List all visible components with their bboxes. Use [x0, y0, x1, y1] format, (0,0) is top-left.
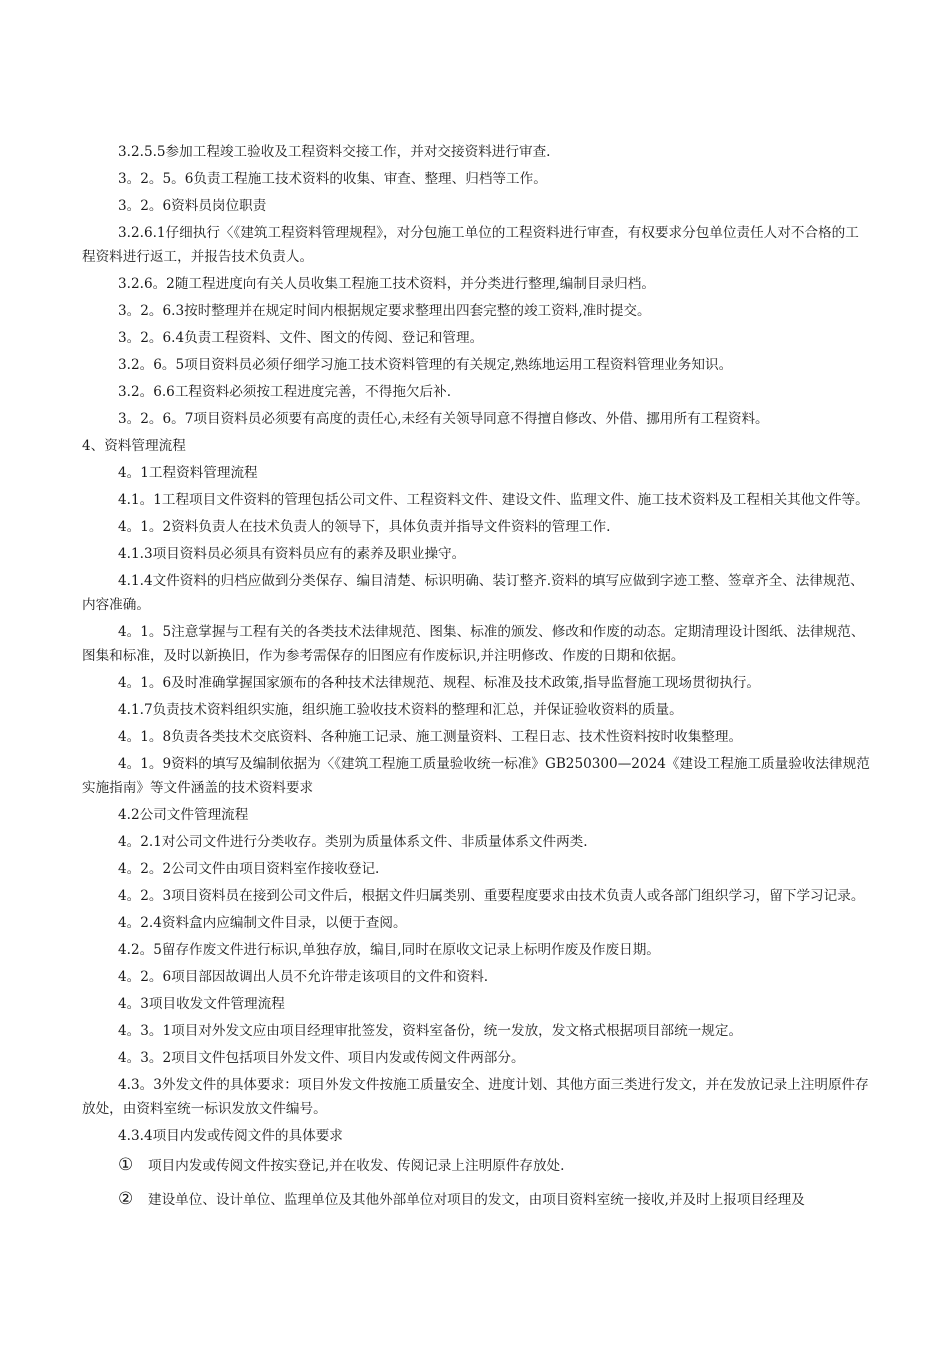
paragraph-4-1-3: 4.1.3项目资料员必须具有资料员应有的素养及职业操守。 — [118, 546, 466, 562]
paragraph-3-2-6-7: 3。2。6。7项目资料员必须要有高度的责任心,未经有关领导同意不得擅自修改、外借、挪用所有工程资料。 — [118, 411, 769, 427]
list-item-text: 建设单位、设计单位、监理单位及其他外部单位对项目的发文，由项目资料室统一接收,并及时上报项目经理及 — [148, 1192, 805, 1208]
paragraph-4-1-8: 4。1。8负责各类技术交底资料、各种施工记录、施工测量资料、工程日志、技术性资料按时收集整理。 — [118, 729, 743, 745]
paragraph-4-1-6: 4。1。6及时准确掌握国家颁布的各种技术法律规范、规程、标准及技术政策,指导监督施工现场贯彻执行。 — [118, 675, 760, 691]
document-body — [82, 140, 872, 1222]
paragraph-4-2-3: 4。2。3项目资料员在接到公司文件后，根据文件归属类别、重要程度要求由技术负责人或各部门组织学习，留下学习记录。 — [118, 888, 865, 904]
paragraph-4-3-4: 4.3.4项目内发或传阅文件的具体要求 — [118, 1128, 343, 1144]
paragraph-4-2-4: 4。2.4资料盒内应编制文件目录，以便于查阅。 — [118, 915, 407, 931]
paragraph-4-1-4: 4.1.4文件资料的归档应做到分类保存、编目清楚、标识明确、装订整齐.资料的填写应做到字迹工整、签章齐全、法律规范、内容准确。 — [82, 573, 864, 613]
list-item-text: 项目内发或传阅文件按实登记,并在收发、传阅记录上注明原件存放处. — [148, 1158, 565, 1174]
paragraph-4-1-2: 4。1。2资料负责人在技术负责人的领导下，具体负责并指导文件资料的管理工作. — [118, 519, 611, 535]
circled-number-2: ② — [118, 1189, 134, 1209]
paragraph-4-3-2: 4。3。2项目文件包括项目外发文件、项目内发或传阅文件两部分。 — [118, 1050, 525, 1066]
chapter-heading-4: 4、资料管理流程 — [82, 438, 186, 454]
paragraph-4-3-1: 4。3。1项目对外发文应由项目经理审批签发，资料室备份，统一发放，发文格式根据项目部统一规定。 — [118, 1023, 743, 1039]
circled-number-1: ① — [118, 1155, 134, 1175]
list-item-circled-2 — [82, 1188, 872, 1212]
paragraph-3-2-6-6: 3.2。6.6工程资料必须按工程进度完善，不得拖欠后补. — [118, 384, 452, 400]
paragraph-3-2-6-5: 3.2。6。5项目资料员必须仔细学习施工技术资料管理的有关规定,熟练地运用工程资料管理业务知识。 — [118, 357, 733, 373]
paragraph-4-1-5: 4。1。5注意掌握与工程有关的各类技术法律规范、图集、标准的颁发、修改和作废的动态。定期清理设计图纸、法律规范、图集和标准，及时以新换旧，作为参考需保存的旧图应有作废标识,并注明修改、作废的日期和依据。 — [82, 624, 865, 664]
paragraph-3-2-6-3: 3。2。6.3按时整理并在规定时间内根据规定要求整理出四套完整的竣工资料,准时提交。 — [118, 303, 651, 319]
paragraph-3-2-6-4: 3。2。6.4负责工程资料、文件、图文的传阅、登记和管理。 — [118, 330, 484, 346]
paragraph-4-1-7: 4.1.7负责技术资料组织实施，组织施工验收技术资料的整理和汇总，并保证验收资料的质量。 — [118, 702, 683, 718]
paragraph-3-2-6-1: 3.2.6.1仔细执行〈《建筑工程资料管理规程》，对分包施工单位的工程资料进行审查，有权要求分包单位责任人对不合格的工程资料进行返工，并报告技术负责人。 — [82, 225, 859, 265]
paragraph-3-2-6-2: 3.2.6。2随工程进度向有关人员收集工程施工技术资料，并分类进行整理,编制目录归档。 — [118, 276, 655, 292]
list-item-circled-1 — [82, 1154, 872, 1178]
paragraph-4-2-5: 4.2。5留存作废文件进行标识,单独存放，编目,同时在原收文记录上标明作废及作废日期。 — [118, 942, 660, 958]
section-heading-4-2: 4.2公司文件管理流程 — [118, 807, 249, 823]
paragraph-4-3-3: 4.3。3外发文件的具体要求：项目外发文件按施工质量安全、进度计划、其他方面三类进行发文，并在发放记录上注明原件存放处，由资料室统一标识发放文件编号。 — [82, 1077, 869, 1117]
section-heading-4-3: 4。3项目收发文件管理流程 — [118, 996, 285, 1012]
paragraph-4-2-2: 4。2。2公司文件由项目资料室作接收登记. — [118, 861, 380, 877]
section-heading-4-1: 4。1工程资料管理流程 — [118, 465, 258, 481]
paragraph-4-1-9: 4。1。9资料的填写及编制依据为〈《建筑工程施工质量验收统一标准》GB250300—2024《建设工程施工质量验收法律规范实施指南》等文件涵盖的技术资料要求 — [82, 756, 870, 796]
paragraph-4-1-1: 4.1。1工程项目文件资料的管理包括公司文件、工程资料文件、建设文件、监理文件、施工技术资料及工程相关其他文件等。 — [118, 492, 869, 508]
paragraph-4-2-6: 4。2。6项目部因故调出人员不允许带走该项目的文件和资料. — [118, 969, 489, 985]
paragraph-3-2-5-5: 3.2.5.5参加工程竣工验收及工程资料交接工作，并对交接资料进行审查. — [118, 144, 551, 160]
section-heading-3-2-6: 3。2。6资料员岗位职责 — [118, 198, 267, 214]
paragraph-3-2-5-6: 3。2。5。6负责工程施工技术资料的收集、审查、整理、归档等工作。 — [118, 171, 547, 187]
paragraph-4-2-1: 4。2.1对公司文件进行分类收存。类别为质量体系文件、非质量体系文件两类. — [118, 834, 588, 850]
